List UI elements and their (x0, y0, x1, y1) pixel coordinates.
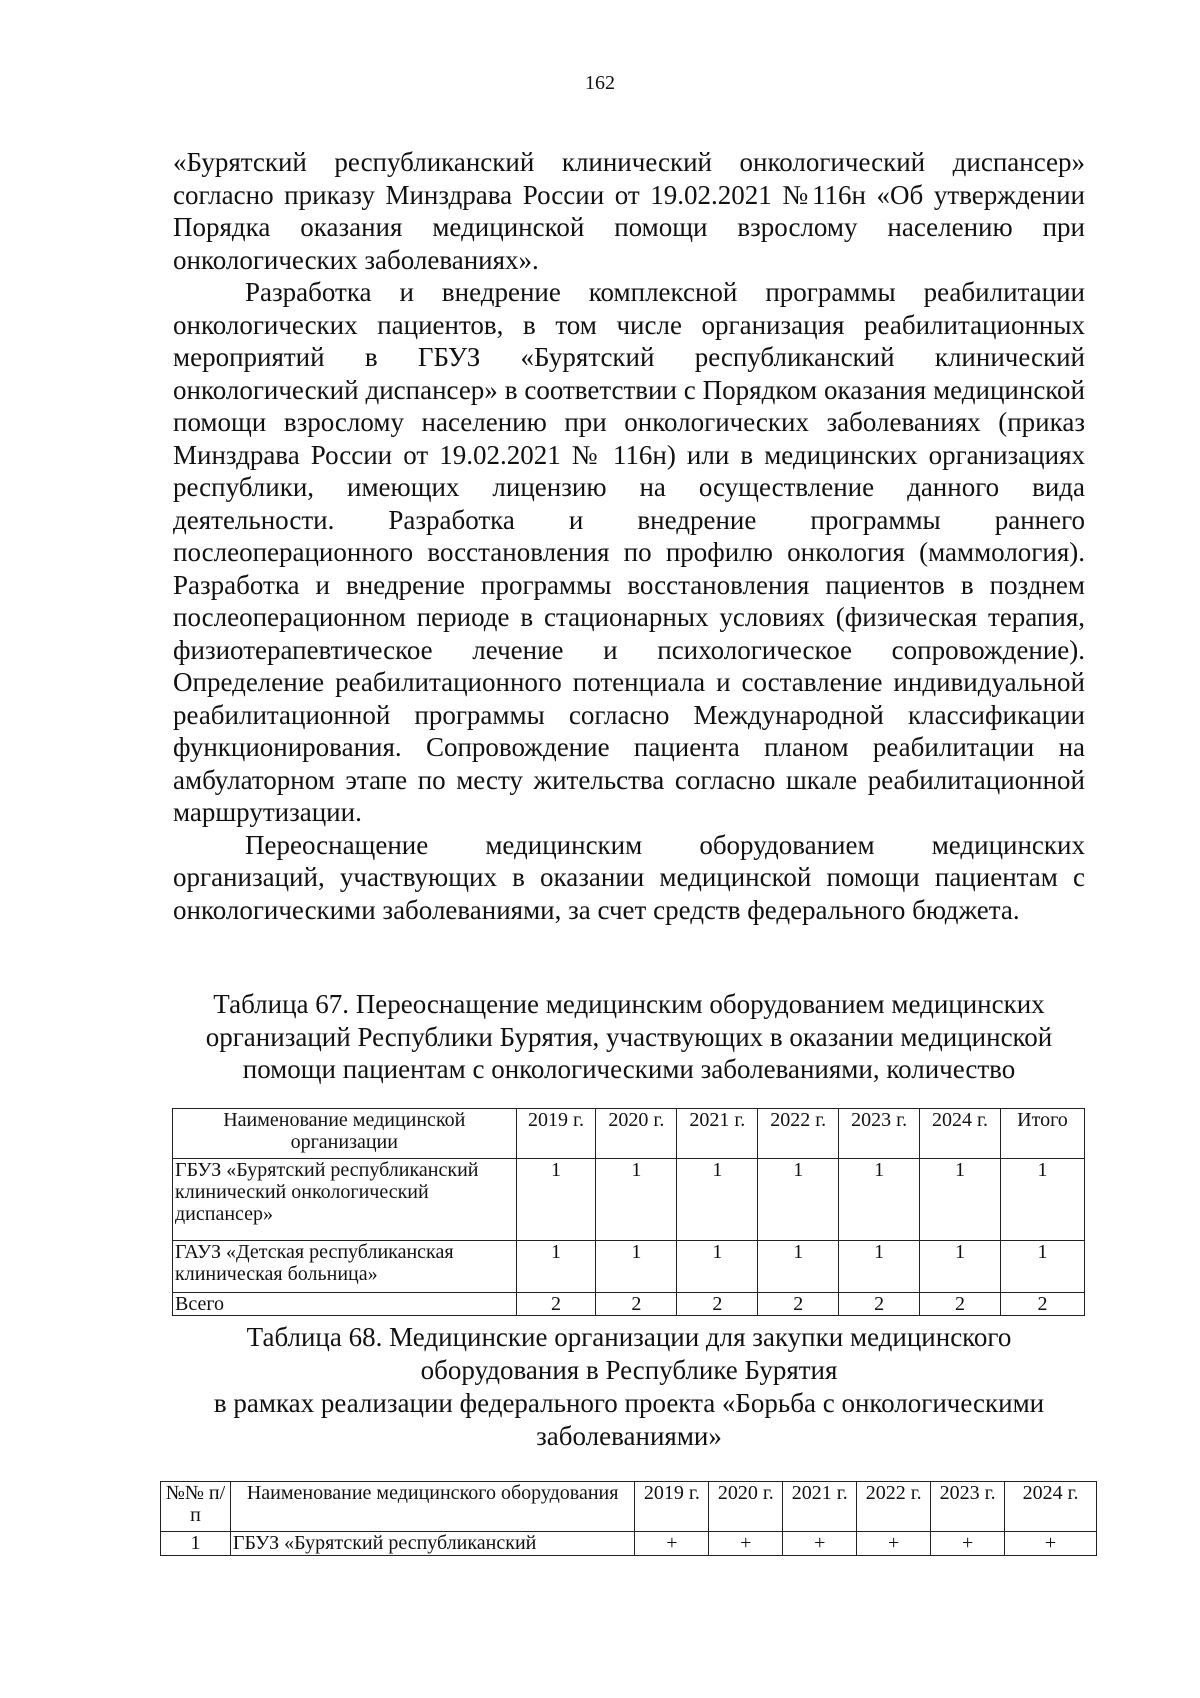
body-text (173, 146, 1085, 926)
table-header-row (161, 1482, 1097, 1532)
cell-value: 2 (839, 1293, 920, 1316)
table-header-row (173, 1109, 1085, 1159)
table-row (161, 1532, 1097, 1556)
cell-mark: + (1005, 1532, 1097, 1556)
cell-value: 2 (920, 1293, 1001, 1316)
header-2020: 2020 г. (596, 1109, 677, 1159)
header-2024: 2024 г. (920, 1109, 1001, 1159)
cell-row-number: 1 (161, 1532, 231, 1556)
table-67 (172, 1108, 1085, 1316)
cell-org: ГБУЗ «Бурятский республиканский клинический онкологический диспансер» (173, 1159, 517, 1241)
header-2024: 2024 г. (1005, 1482, 1097, 1532)
header-2019: 2019 г. (635, 1482, 709, 1532)
cell-value: 1 (920, 1159, 1001, 1241)
header-2021: 2021 г. (677, 1109, 758, 1159)
header-2023: 2023 г. (839, 1109, 920, 1159)
cell-value: 1 (839, 1241, 920, 1293)
cell-org: ГАУЗ «Детская республиканская клиническая больница» (173, 1241, 517, 1293)
cell-value: 1 (596, 1159, 677, 1241)
cell-value: 1 (516, 1159, 596, 1241)
cell-value: 1 (1000, 1159, 1084, 1241)
header-total: Итого (1000, 1109, 1084, 1159)
cell-value: 2 (516, 1293, 596, 1316)
table-row (173, 1159, 1085, 1241)
cell-value: 1 (839, 1159, 920, 1241)
header-row-number: №№ п/п (161, 1482, 231, 1532)
page-number: 162 (585, 72, 615, 94)
header-2021: 2021 г. (783, 1482, 857, 1532)
cell-value: 1 (1000, 1241, 1084, 1293)
cell-value: 1 (677, 1159, 758, 1241)
header-2020: 2020 г. (709, 1482, 783, 1532)
paragraph-continuation: «Бурятский республиканский клинический онкологический диспансер» согласно приказу Минздрава России от 19.02.2021 №116н «Об утверждении Порядка оказания медицинской помощи взрослому населению при онкологических заболеваниях». (173, 147, 1085, 275)
header-org-name: Наименование медицинской организации (173, 1109, 517, 1159)
paragraph-reequipment: Переоснащение медицинским оборудованием медицинских организаций, участвующих в оказании медицинской помощи пациентам с онкологическими заболеваниями, за счет средств федерального бюджета. (173, 829, 1085, 925)
header-equipment-name: Наименование медицинского оборудования (230, 1482, 634, 1532)
cell-value: 2 (1000, 1293, 1084, 1316)
header-2023: 2023 г. (931, 1482, 1005, 1532)
cell-mark: + (709, 1532, 783, 1556)
table68-caption: Таблица 68. Медицинские организации для закупки медицинского оборудования в Республике Бурятия (246, 1322, 1012, 1385)
header-2022: 2022 г. (758, 1109, 839, 1159)
cell-mark: + (857, 1532, 931, 1556)
cell-value: 1 (758, 1159, 839, 1241)
cell-total-label: Всего (173, 1293, 517, 1316)
cell-value: 1 (596, 1241, 677, 1293)
header-2022: 2022 г. (857, 1482, 931, 1532)
cell-org: ГБУЗ «Бурятский республиканский (230, 1532, 634, 1556)
cell-value: 2 (677, 1293, 758, 1316)
table68-caption-line2: в рамках реализации федерального проекта «Борьба с онкологическими заболеваниями» (213, 1388, 1045, 1451)
cell-mark: + (783, 1532, 857, 1556)
table67-caption: Таблица 67. Переоснащение медицинским оборудованием медицинских организаций Республики Бурятия, участвующих в оказании медицинской помощи пациентам с онкологическими заболеваниями, количество (205, 989, 1053, 1084)
cell-mark: + (635, 1532, 709, 1556)
cell-value: 2 (596, 1293, 677, 1316)
cell-value: 1 (677, 1241, 758, 1293)
cell-value: 1 (516, 1241, 596, 1293)
cell-value: 1 (920, 1241, 1001, 1293)
table-68 (160, 1481, 1097, 1556)
cell-mark: + (931, 1532, 1005, 1556)
table-row (173, 1241, 1085, 1293)
header-2019: 2019 г. (516, 1109, 596, 1159)
cell-value: 1 (758, 1241, 839, 1293)
table-total-row (173, 1293, 1085, 1316)
paragraph-rehabilitation: Разработка и внедрение комплексной программы реабилитации онкологических пациентов, в том числе организация реабилитационных мероприятий в ГБУЗ «Бурятский республиканский клинический онкологический диспансер» в соответствии с Порядком оказания медицинской помощи взрослому населению при онкологических заболеваниях (приказ Минздрава России от 19.02.2021 № 116н) или в медицинских организациях республики, имеющих лицензию на осуществление данного вида деятельности. Разработка и внедрение программы раннего послеоперационного восстановления по профилю онкология (маммология). Разработка и внедрение программы восстановления пациентов в позднем послеоперационном периоде в стационарных условиях (физическая терапия, физиотерапевтическое лечение и психологическое сопровождение). Определение реабилитационного потенциала и составление индивидуальной реабилитационной программы согласно Международной классификации функционирования. Сопровождение пациента планом реабилитации на амбулаторном этапе по месту жительства согласно шкале реабилитационной маршрутизации. (173, 277, 1085, 827)
cell-value: 2 (758, 1293, 839, 1316)
